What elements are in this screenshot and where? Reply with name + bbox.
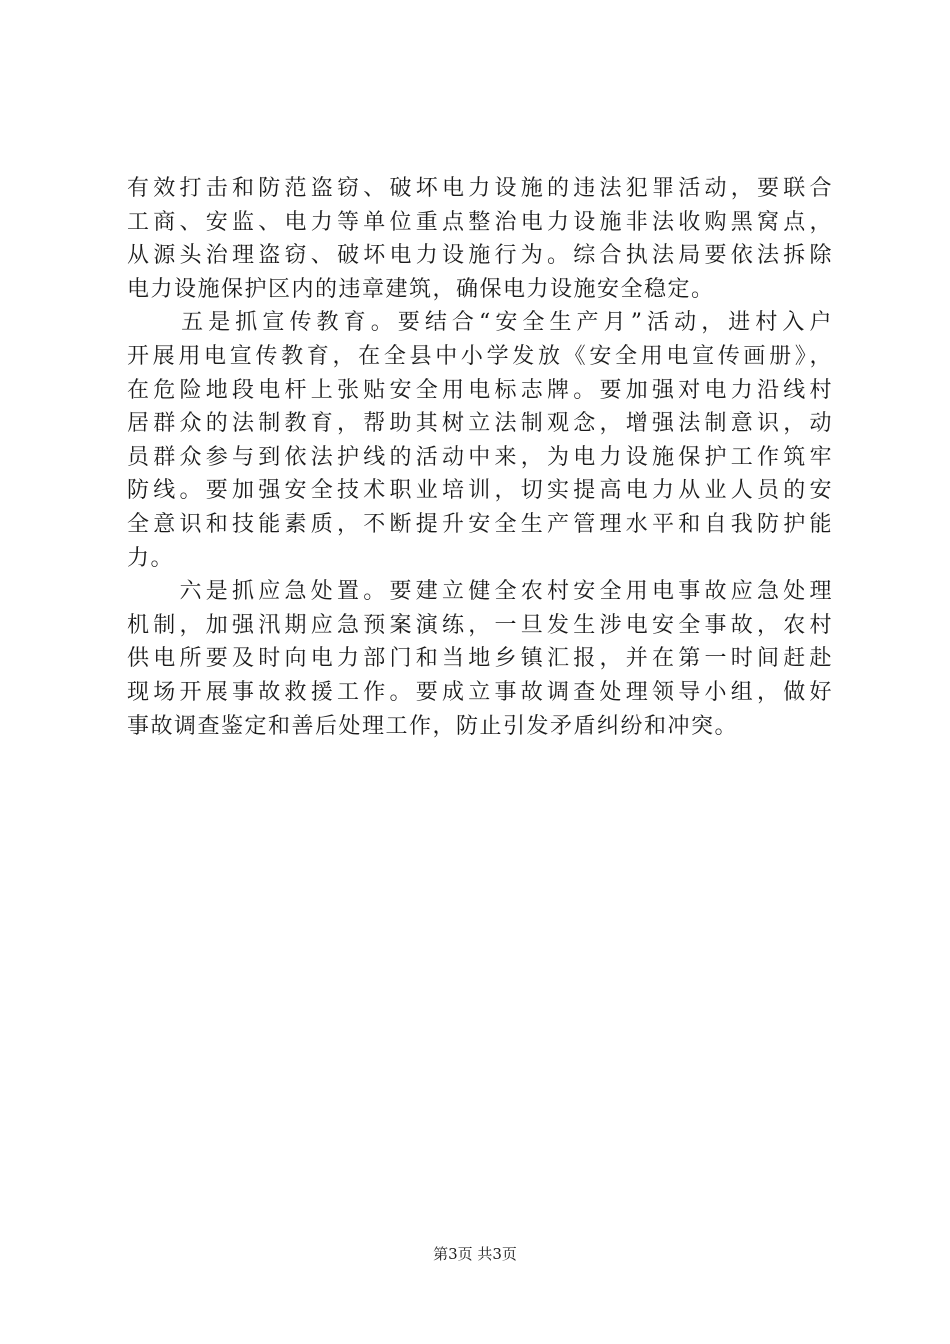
text-line: 电力设施保护区内的违章建筑，确保电力设施安全稳定。 (127, 276, 715, 302)
text-line: 供电所要及时向电力部门和当地乡镇汇报，并在第一时间赶赴 (127, 646, 833, 672)
text-line: 在危险地段电杆上张贴安全用电标志牌。要加强对电力沿线村 (127, 377, 833, 403)
text-line: 五是抓宣传教育。要结合“安全生产月”活动，进村入户 (127, 310, 833, 336)
body-text (127, 172, 833, 743)
text-line: 工商、安监、电力等单位重点整治电力设施非法收购黑窝点， (127, 209, 833, 235)
text-line: 防线。要加强安全技术职业培训，切实提高电力从业人员的安 (127, 478, 833, 504)
page-number-footer: 第3页 共3页 (433, 1245, 517, 1263)
text-line: 开展用电宣传教育，在全县中小学发放《安全用电宣传画册》， (127, 343, 833, 369)
text-line: 机制，加强汛期应急预案演练，一旦发生涉电安全事故，农村 (127, 612, 833, 638)
text-line: 现场开展事故救援工作。要成立事故调查处理领导小组，做好 (127, 679, 833, 705)
text-line: 居群众的法制教育，帮助其树立法制观念，增强法制意识，动 (127, 411, 833, 437)
text-line: 从源头治理盗窃、破坏电力设施行为。综合执法局要依法拆除 (127, 243, 833, 269)
text-line: 事故调查鉴定和善后处理工作，防止引发矛盾纠纷和冲突。 (127, 713, 739, 739)
text-line: 六是抓应急处置。要建立健全农村安全用电事故应急处理 (127, 579, 833, 605)
text-line: 有效打击和防范盗窃、破坏电力设施的违法犯罪活动，要联合 (127, 176, 833, 201)
text-line: 员群众参与到依法护线的活动中来，为电力设施保护工作筑牢 (127, 444, 833, 470)
text-line: 力。 (127, 545, 175, 571)
text-line: 全意识和技能素质，不断提升安全生产管理水平和自我防护能 (127, 511, 833, 537)
